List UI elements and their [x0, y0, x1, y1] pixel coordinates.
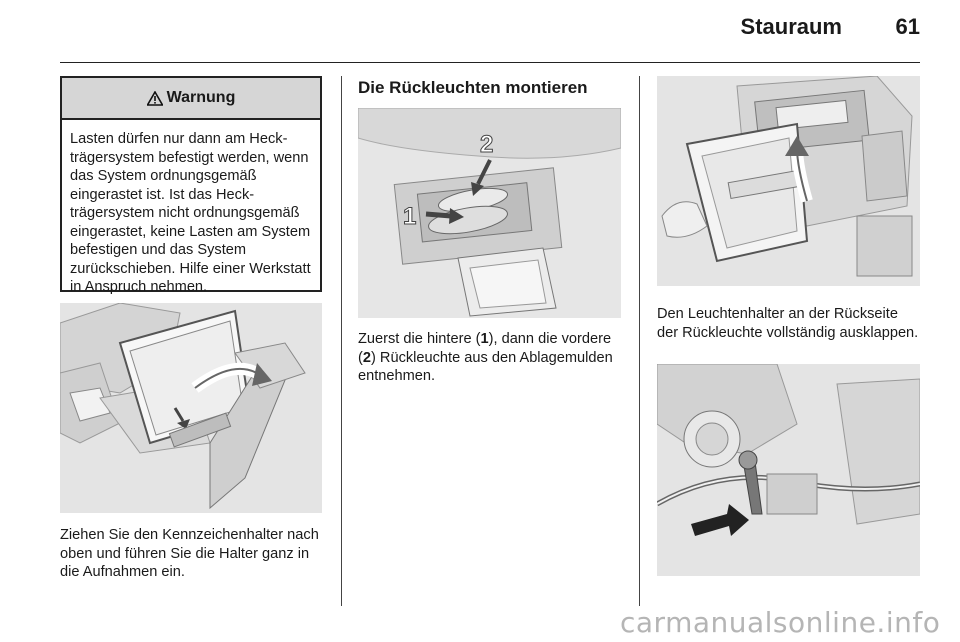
warning-box — [60, 76, 322, 295]
section-heading-taillights: Die Rückleuchten montieren — [358, 78, 588, 97]
figure-light-holder-mount — [657, 364, 920, 576]
taillights-illustration — [358, 108, 621, 318]
page-title: Stauraum — [740, 14, 842, 39]
light-holder-illustration — [657, 76, 920, 286]
warning-heading: Warnung — [166, 89, 236, 106]
caption-license-plate: Ziehen Sie den Kennzeichenhalter nach oben und führen Sie die Halter ganz in die Aufnahmen ein. — [60, 527, 319, 580]
license-plate-illustration — [60, 303, 322, 513]
column-divider-2 — [639, 76, 640, 606]
caption-light-holder: Den Leuchtenhalter an der Rückseite der Rückleuchte vollständig ausklappen. — [657, 306, 919, 341]
callout-number-2: 2 — [480, 131, 494, 158]
figure-light-holder-fold — [657, 76, 920, 286]
figure-license-plate-holder — [60, 303, 322, 513]
callout-number-1: 1 — [403, 203, 417, 230]
page-number: 61 — [895, 14, 920, 39]
caption-taillights: Zuerst die hintere (1), dann die vordere (2) Rückleuchte aus den Ablagemulden entnehmen. — [358, 331, 613, 384]
reference-number-1: 1 — [480, 331, 489, 347]
warning-header — [62, 78, 320, 120]
warning-triangle-icon — [147, 91, 163, 106]
column-divider-1 — [341, 76, 342, 606]
header-divider — [60, 62, 920, 63]
figure-taillights-storage — [358, 108, 621, 318]
reference-number-2: 2 — [362, 349, 371, 366]
light-holder-mount-illustration — [657, 364, 920, 576]
warning-text: Lasten dürfen nur dann am Heckträgersystem befestigt werden, wenn das System ordnungsgemäß eingerastet ist. Ist das Heckträgersystem nicht ordnungsgemäß eingerastet, keine Lasten am System befestigen und das System zurückschieben. Hilfe einer Werkstatt in Anspruch nehmen. — [70, 131, 311, 295]
watermark: carmanualsonline.info — [620, 606, 941, 639]
